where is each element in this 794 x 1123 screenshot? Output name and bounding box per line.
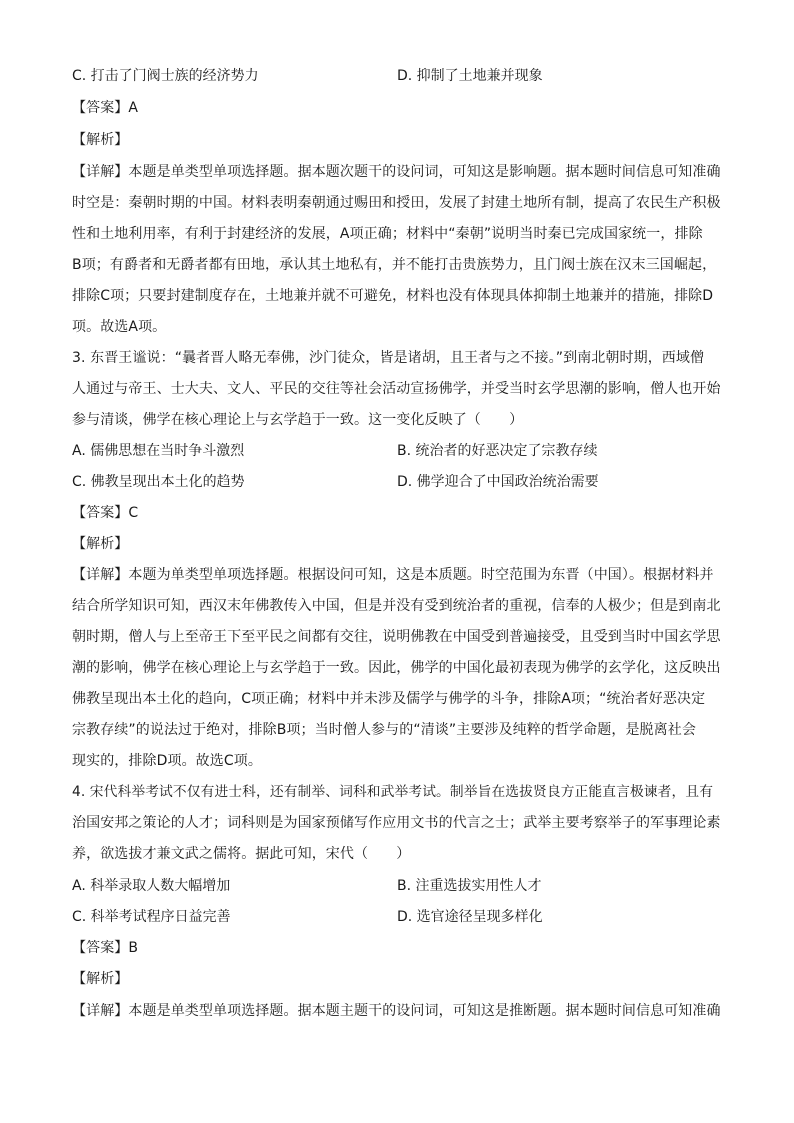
answer-value: B <box>128 940 139 956</box>
q3-detail-line: 【详解】本题为单类型单项选择题。根据设问可知，这是本质题。时空范围为东晋（中国）。根据材料并 <box>72 567 714 583</box>
q3-detail-line: 宗教存续”的说法过于绝对，排除B项；当时僧人参与的“清谈”主要涉及纯粹的哲学命题，是脱离社会 <box>72 722 696 738</box>
answer-label: 【答案】 <box>72 505 129 521</box>
q2-analysis-label: 【解析】 <box>72 132 129 148</box>
q2-option-c: C. 打击了门阀士族的经济势力 <box>72 68 259 84</box>
q4-option-b: B. 注重选拔实用性人才 <box>397 878 542 894</box>
q4-stem-line: 4. 宋代科举考试不仅有进士科，还有制举、词科和武举考试。制举旨在选拔贤良方正能直言极谏者，且有 <box>72 784 714 800</box>
q2-detail-line: B项；有爵者和无爵者都有田地，承认其土地私有，并不能打击贵族势力，且门阀士族在汉末三国崛起， <box>72 257 717 273</box>
answer-label: 【答案】 <box>72 100 129 116</box>
q4-analysis-label: 【解析】 <box>72 971 129 987</box>
q4-option-c: C. 科举考试程序日益完善 <box>72 909 231 925</box>
q3-detail-line: 潮的影响，佛学在核心理论上与玄学趋于一致。因此，佛学的中国化最初表现为佛学的玄学化，这反映出 <box>72 660 721 676</box>
detail-label: 【详解】 <box>72 164 129 180</box>
detail-label: 【详解】 <box>72 1003 129 1019</box>
q2-option-d: D. 抑制了土地兼并现象 <box>397 68 543 84</box>
q2-detail-line: 项。故选A项。 <box>72 319 167 335</box>
answer-label: 【答案】 <box>72 940 129 956</box>
q3-detail-line: 佛教呈现出本土化的趋向，C项正确；材料中并未涉及儒学与佛学的斗争，排除A项；“统治者好恶决定 <box>72 691 706 707</box>
q3-detail-line: 现实的，排除D项。故选C项。 <box>72 753 262 769</box>
q4-option-a: A. 科举录取人数大幅增加 <box>72 878 231 894</box>
q3-stem-line: 参与清谈，佛学在核心理论上与玄学趋于一致。这一变化反映了（ ） <box>72 412 524 428</box>
q3-option-d: D. 佛学迎合了中国政治统治需要 <box>397 474 599 490</box>
q3-option-c: C. 佛教呈现出本土化的趋势 <box>72 474 245 490</box>
detail-label: 【详解】 <box>72 567 129 583</box>
q3-stem-line: 3. 东晋王谧说：“曩者晋人略无奉佛，沙门徒众，皆是诸胡，且王者与之不接。”到南北朝时期，西域僧 <box>72 350 705 366</box>
q2-detail-line: 时空是：秦朝时期的中国。材料表明秦朝通过赐田和授田，发展了封建土地所有制，提高了农民生产积极 <box>72 195 721 211</box>
q3-answer <box>72 503 722 523</box>
q4-option-d: D. 选官途径呈现多样化 <box>397 909 543 925</box>
q3-option-a: A. 儒佛思想在当时争斗激烈 <box>72 443 245 459</box>
q2-answer <box>72 98 722 118</box>
answer-value: A <box>128 100 139 116</box>
q3-option-b: B. 统治者的好恶决定了宗教存续 <box>397 443 598 459</box>
q4-stem-line: 治国安邦之策论的人才；词科则是为国家预储写作应用文书的代言之士；武举主要考察举子的军事理论素 <box>72 815 721 831</box>
q3-analysis-label: 【解析】 <box>72 536 129 552</box>
q2-detail-line: 排除C项；只要封建制度存在，土地兼并就不可避免，材料也没有体现具体抑制土地兼并的措施，排除D <box>72 288 714 304</box>
q4-answer <box>72 938 722 958</box>
q2-detail-line: 【详解】本题是单类型单项选择题。据本题次题干的设问词，可知这是影响题。据本题时间信息可知准确 <box>72 164 721 180</box>
answer-value: C <box>128 505 139 521</box>
q2-detail-line: 性和土地利用率，有利于封建经济的发展，A项正确；材料中“秦朝”说明当时秦已完成国家统一，排除 <box>72 226 703 242</box>
q4-detail-line: 【详解】本题是单类型单项选择题。据本题主题干的设问词，可知这是推断题。据本题时间信息可知准确 <box>72 1003 721 1019</box>
q3-detail-line: 结合所学知识可知，西汉末年佛教传入中国，但是并没有受到统治者的重视，信奉的人极少；但是到南北 <box>72 598 721 614</box>
q3-stem-line: 人通过与帝王、士大夫、文人、平民的交往等社会活动宣扬佛学，并受当时玄学思潮的影响，僧人也开始 <box>72 381 721 397</box>
q3-detail-line: 朝时期，僧人与上至帝王下至平民之间都有交往，说明佛教在中国受到普遍接受，且受到当时中国玄学思 <box>72 629 721 645</box>
q4-stem-line: 养，欲选拔才兼文武之儒将。据此可知，宋代（ ） <box>72 846 411 862</box>
